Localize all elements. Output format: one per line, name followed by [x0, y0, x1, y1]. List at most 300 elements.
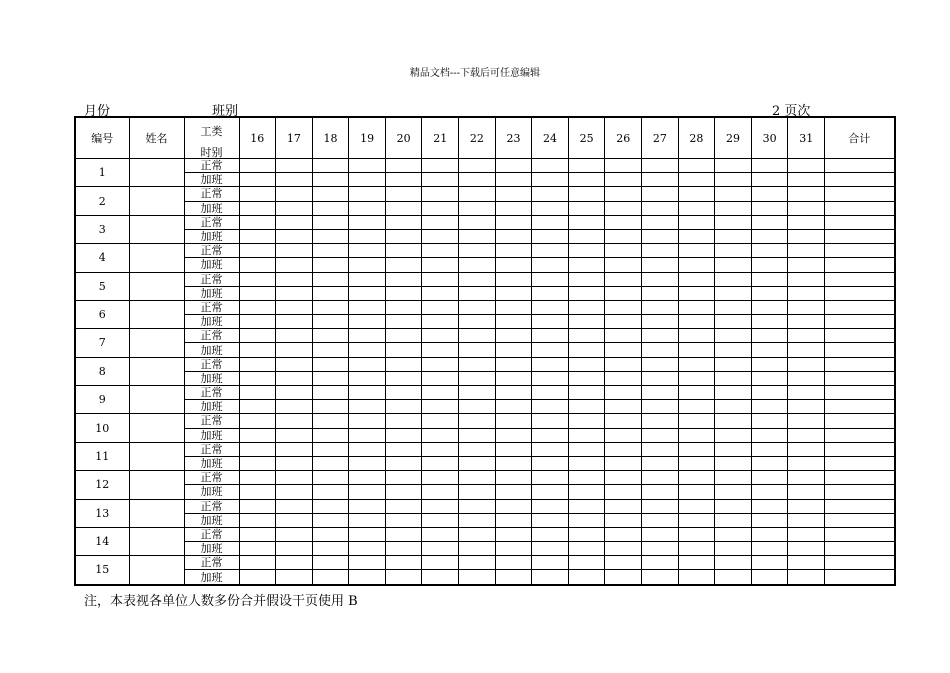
row-name-cell[interactable]	[129, 442, 184, 470]
day-cell[interactable]	[751, 428, 788, 442]
day-cell[interactable]	[385, 485, 422, 499]
day-cell[interactable]	[568, 513, 605, 527]
day-cell[interactable]	[239, 442, 276, 456]
day-cell[interactable]	[568, 315, 605, 329]
day-cell[interactable]	[239, 159, 276, 173]
day-cell[interactable]	[532, 386, 569, 400]
total-cell[interactable]	[825, 300, 895, 314]
day-cell[interactable]	[678, 187, 715, 201]
day-cell[interactable]	[568, 414, 605, 428]
day-cell[interactable]	[239, 499, 276, 513]
day-cell[interactable]	[422, 343, 459, 357]
day-cell[interactable]	[349, 428, 386, 442]
day-cell[interactable]	[678, 386, 715, 400]
row-name-cell[interactable]	[129, 414, 184, 442]
day-cell[interactable]	[642, 315, 679, 329]
day-cell[interactable]	[276, 371, 313, 385]
day-cell[interactable]	[349, 556, 386, 570]
day-cell[interactable]	[422, 542, 459, 556]
day-cell[interactable]	[605, 258, 642, 272]
total-cell[interactable]	[825, 400, 895, 414]
day-cell[interactable]	[459, 201, 496, 215]
day-cell[interactable]	[495, 471, 532, 485]
day-cell[interactable]	[312, 527, 349, 541]
day-cell[interactable]	[276, 414, 313, 428]
day-cell[interactable]	[568, 215, 605, 229]
day-cell[interactable]	[642, 258, 679, 272]
day-cell[interactable]	[385, 556, 422, 570]
day-cell[interactable]	[349, 371, 386, 385]
total-cell[interactable]	[825, 315, 895, 329]
day-cell[interactable]	[459, 414, 496, 428]
day-cell[interactable]	[678, 400, 715, 414]
day-cell[interactable]	[678, 159, 715, 173]
day-cell[interactable]	[239, 329, 276, 343]
day-cell[interactable]	[385, 357, 422, 371]
day-cell[interactable]	[459, 485, 496, 499]
day-cell[interactable]	[495, 357, 532, 371]
day-cell[interactable]	[532, 187, 569, 201]
day-cell[interactable]	[751, 556, 788, 570]
day-cell[interactable]	[605, 513, 642, 527]
day-cell[interactable]	[532, 428, 569, 442]
day-cell[interactable]	[349, 542, 386, 556]
day-cell[interactable]	[495, 329, 532, 343]
row-name-cell[interactable]	[129, 159, 184, 187]
day-cell[interactable]	[751, 471, 788, 485]
day-cell[interactable]	[678, 542, 715, 556]
day-cell[interactable]	[605, 173, 642, 187]
day-cell[interactable]	[605, 371, 642, 385]
day-cell[interactable]	[788, 201, 825, 215]
day-cell[interactable]	[568, 499, 605, 513]
day-cell[interactable]	[605, 159, 642, 173]
day-cell[interactable]	[422, 272, 459, 286]
day-cell[interactable]	[459, 187, 496, 201]
day-cell[interactable]	[349, 215, 386, 229]
day-cell[interactable]	[715, 471, 752, 485]
day-cell[interactable]	[788, 556, 825, 570]
day-cell[interactable]	[422, 159, 459, 173]
day-cell[interactable]	[788, 215, 825, 229]
day-cell[interactable]	[751, 329, 788, 343]
day-cell[interactable]	[312, 386, 349, 400]
day-cell[interactable]	[751, 499, 788, 513]
day-cell[interactable]	[605, 286, 642, 300]
day-cell[interactable]	[495, 527, 532, 541]
day-cell[interactable]	[312, 201, 349, 215]
total-cell[interactable]	[825, 187, 895, 201]
day-cell[interactable]	[678, 229, 715, 243]
day-cell[interactable]	[532, 300, 569, 314]
total-cell[interactable]	[825, 229, 895, 243]
day-cell[interactable]	[532, 258, 569, 272]
day-cell[interactable]	[642, 201, 679, 215]
day-cell[interactable]	[605, 272, 642, 286]
day-cell[interactable]	[751, 159, 788, 173]
day-cell[interactable]	[349, 201, 386, 215]
day-cell[interactable]	[642, 343, 679, 357]
day-cell[interactable]	[788, 456, 825, 470]
day-cell[interactable]	[385, 258, 422, 272]
day-cell[interactable]	[642, 272, 679, 286]
day-cell[interactable]	[385, 570, 422, 585]
day-cell[interactable]	[605, 414, 642, 428]
row-name-cell[interactable]	[129, 357, 184, 385]
day-cell[interactable]	[422, 428, 459, 442]
day-cell[interactable]	[312, 400, 349, 414]
row-name-cell[interactable]	[129, 499, 184, 527]
day-cell[interactable]	[605, 187, 642, 201]
day-cell[interactable]	[239, 371, 276, 385]
day-cell[interactable]	[751, 244, 788, 258]
day-cell[interactable]	[459, 286, 496, 300]
day-cell[interactable]	[642, 499, 679, 513]
day-cell[interactable]	[276, 258, 313, 272]
day-cell[interactable]	[715, 456, 752, 470]
day-cell[interactable]	[605, 315, 642, 329]
day-cell[interactable]	[642, 570, 679, 585]
day-cell[interactable]	[605, 527, 642, 541]
day-cell[interactable]	[312, 414, 349, 428]
day-cell[interactable]	[385, 244, 422, 258]
day-cell[interactable]	[495, 400, 532, 414]
day-cell[interactable]	[678, 300, 715, 314]
day-cell[interactable]	[788, 471, 825, 485]
day-cell[interactable]	[532, 286, 569, 300]
day-cell[interactable]	[385, 201, 422, 215]
day-cell[interactable]	[642, 244, 679, 258]
day-cell[interactable]	[495, 315, 532, 329]
row-name-cell[interactable]	[129, 471, 184, 499]
day-cell[interactable]	[276, 513, 313, 527]
day-cell[interactable]	[239, 272, 276, 286]
day-cell[interactable]	[532, 371, 569, 385]
day-cell[interactable]	[495, 159, 532, 173]
day-cell[interactable]	[678, 315, 715, 329]
day-cell[interactable]	[532, 499, 569, 513]
day-cell[interactable]	[239, 187, 276, 201]
day-cell[interactable]	[715, 187, 752, 201]
day-cell[interactable]	[568, 159, 605, 173]
day-cell[interactable]	[751, 300, 788, 314]
day-cell[interactable]	[568, 570, 605, 585]
day-cell[interactable]	[349, 244, 386, 258]
total-cell[interactable]	[825, 159, 895, 173]
day-cell[interactable]	[276, 315, 313, 329]
day-cell[interactable]	[568, 187, 605, 201]
day-cell[interactable]	[605, 428, 642, 442]
day-cell[interactable]	[239, 201, 276, 215]
day-cell[interactable]	[751, 173, 788, 187]
day-cell[interactable]	[568, 258, 605, 272]
day-cell[interactable]	[715, 485, 752, 499]
day-cell[interactable]	[788, 357, 825, 371]
day-cell[interactable]	[751, 272, 788, 286]
day-cell[interactable]	[422, 556, 459, 570]
day-cell[interactable]	[568, 371, 605, 385]
day-cell[interactable]	[495, 229, 532, 243]
day-cell[interactable]	[385, 542, 422, 556]
day-cell[interactable]	[532, 159, 569, 173]
total-cell[interactable]	[825, 386, 895, 400]
day-cell[interactable]	[495, 371, 532, 385]
day-cell[interactable]	[751, 215, 788, 229]
day-cell[interactable]	[459, 400, 496, 414]
day-cell[interactable]	[605, 343, 642, 357]
total-cell[interactable]	[825, 556, 895, 570]
day-cell[interactable]	[349, 527, 386, 541]
day-cell[interactable]	[239, 527, 276, 541]
day-cell[interactable]	[532, 357, 569, 371]
day-cell[interactable]	[495, 286, 532, 300]
day-cell[interactable]	[459, 258, 496, 272]
day-cell[interactable]	[568, 400, 605, 414]
day-cell[interactable]	[715, 258, 752, 272]
day-cell[interactable]	[276, 400, 313, 414]
day-cell[interactable]	[422, 442, 459, 456]
day-cell[interactable]	[715, 272, 752, 286]
day-cell[interactable]	[276, 527, 313, 541]
day-cell[interactable]	[422, 513, 459, 527]
day-cell[interactable]	[642, 300, 679, 314]
day-cell[interactable]	[422, 371, 459, 385]
day-cell[interactable]	[312, 456, 349, 470]
day-cell[interactable]	[568, 542, 605, 556]
day-cell[interactable]	[312, 556, 349, 570]
day-cell[interactable]	[642, 442, 679, 456]
day-cell[interactable]	[495, 343, 532, 357]
day-cell[interactable]	[239, 343, 276, 357]
day-cell[interactable]	[276, 556, 313, 570]
day-cell[interactable]	[568, 471, 605, 485]
day-cell[interactable]	[422, 570, 459, 585]
day-cell[interactable]	[459, 442, 496, 456]
day-cell[interactable]	[715, 315, 752, 329]
day-cell[interactable]	[715, 286, 752, 300]
day-cell[interactable]	[788, 414, 825, 428]
day-cell[interactable]	[751, 229, 788, 243]
day-cell[interactable]	[422, 499, 459, 513]
day-cell[interactable]	[788, 499, 825, 513]
day-cell[interactable]	[239, 229, 276, 243]
day-cell[interactable]	[422, 187, 459, 201]
day-cell[interactable]	[605, 357, 642, 371]
day-cell[interactable]	[642, 485, 679, 499]
day-cell[interactable]	[459, 499, 496, 513]
day-cell[interactable]	[715, 300, 752, 314]
day-cell[interactable]	[568, 329, 605, 343]
day-cell[interactable]	[605, 556, 642, 570]
total-cell[interactable]	[825, 357, 895, 371]
day-cell[interactable]	[312, 159, 349, 173]
day-cell[interactable]	[678, 513, 715, 527]
day-cell[interactable]	[239, 542, 276, 556]
day-cell[interactable]	[349, 456, 386, 470]
row-name-cell[interactable]	[129, 556, 184, 585]
day-cell[interactable]	[715, 556, 752, 570]
day-cell[interactable]	[239, 456, 276, 470]
day-cell[interactable]	[276, 244, 313, 258]
day-cell[interactable]	[495, 272, 532, 286]
day-cell[interactable]	[788, 187, 825, 201]
day-cell[interactable]	[532, 215, 569, 229]
day-cell[interactable]	[312, 570, 349, 585]
day-cell[interactable]	[276, 173, 313, 187]
day-cell[interactable]	[239, 428, 276, 442]
day-cell[interactable]	[495, 187, 532, 201]
day-cell[interactable]	[422, 258, 459, 272]
day-cell[interactable]	[239, 215, 276, 229]
day-cell[interactable]	[642, 471, 679, 485]
day-cell[interactable]	[678, 272, 715, 286]
day-cell[interactable]	[349, 300, 386, 314]
day-cell[interactable]	[788, 400, 825, 414]
day-cell[interactable]	[751, 343, 788, 357]
day-cell[interactable]	[385, 386, 422, 400]
day-cell[interactable]	[385, 300, 422, 314]
day-cell[interactable]	[459, 527, 496, 541]
day-cell[interactable]	[605, 300, 642, 314]
day-cell[interactable]	[751, 201, 788, 215]
total-cell[interactable]	[825, 513, 895, 527]
day-cell[interactable]	[605, 471, 642, 485]
day-cell[interactable]	[605, 570, 642, 585]
day-cell[interactable]	[385, 442, 422, 456]
day-cell[interactable]	[642, 286, 679, 300]
day-cell[interactable]	[642, 173, 679, 187]
day-cell[interactable]	[568, 272, 605, 286]
day-cell[interactable]	[422, 527, 459, 541]
day-cell[interactable]	[349, 485, 386, 499]
day-cell[interactable]	[385, 159, 422, 173]
day-cell[interactable]	[678, 371, 715, 385]
day-cell[interactable]	[715, 357, 752, 371]
day-cell[interactable]	[532, 570, 569, 585]
day-cell[interactable]	[385, 215, 422, 229]
day-cell[interactable]	[532, 414, 569, 428]
day-cell[interactable]	[495, 201, 532, 215]
day-cell[interactable]	[349, 471, 386, 485]
day-cell[interactable]	[459, 556, 496, 570]
day-cell[interactable]	[349, 329, 386, 343]
day-cell[interactable]	[642, 513, 679, 527]
day-cell[interactable]	[276, 471, 313, 485]
day-cell[interactable]	[276, 272, 313, 286]
day-cell[interactable]	[605, 244, 642, 258]
day-cell[interactable]	[751, 258, 788, 272]
day-cell[interactable]	[312, 329, 349, 343]
day-cell[interactable]	[532, 201, 569, 215]
day-cell[interactable]	[642, 542, 679, 556]
day-cell[interactable]	[532, 173, 569, 187]
day-cell[interactable]	[495, 570, 532, 585]
day-cell[interactable]	[276, 570, 313, 585]
day-cell[interactable]	[642, 229, 679, 243]
day-cell[interactable]	[678, 471, 715, 485]
day-cell[interactable]	[459, 173, 496, 187]
day-cell[interactable]	[349, 343, 386, 357]
day-cell[interactable]	[715, 371, 752, 385]
day-cell[interactable]	[459, 244, 496, 258]
day-cell[interactable]	[751, 286, 788, 300]
day-cell[interactable]	[349, 187, 386, 201]
row-name-cell[interactable]	[129, 329, 184, 357]
day-cell[interactable]	[459, 386, 496, 400]
day-cell[interactable]	[605, 485, 642, 499]
day-cell[interactable]	[276, 343, 313, 357]
day-cell[interactable]	[349, 442, 386, 456]
day-cell[interactable]	[385, 400, 422, 414]
day-cell[interactable]	[349, 272, 386, 286]
day-cell[interactable]	[276, 428, 313, 442]
day-cell[interactable]	[459, 343, 496, 357]
day-cell[interactable]	[678, 414, 715, 428]
day-cell[interactable]	[788, 244, 825, 258]
day-cell[interactable]	[715, 513, 752, 527]
day-cell[interactable]	[495, 244, 532, 258]
day-cell[interactable]	[422, 315, 459, 329]
day-cell[interactable]	[532, 329, 569, 343]
day-cell[interactable]	[788, 159, 825, 173]
total-cell[interactable]	[825, 499, 895, 513]
day-cell[interactable]	[312, 272, 349, 286]
day-cell[interactable]	[239, 485, 276, 499]
day-cell[interactable]	[788, 286, 825, 300]
day-cell[interactable]	[642, 329, 679, 343]
day-cell[interactable]	[605, 329, 642, 343]
day-cell[interactable]	[788, 329, 825, 343]
day-cell[interactable]	[276, 485, 313, 499]
day-cell[interactable]	[532, 343, 569, 357]
day-cell[interactable]	[495, 456, 532, 470]
day-cell[interactable]	[788, 428, 825, 442]
day-cell[interactable]	[239, 300, 276, 314]
day-cell[interactable]	[422, 329, 459, 343]
day-cell[interactable]	[385, 229, 422, 243]
day-cell[interactable]	[605, 400, 642, 414]
day-cell[interactable]	[459, 357, 496, 371]
day-cell[interactable]	[678, 499, 715, 513]
day-cell[interactable]	[312, 300, 349, 314]
day-cell[interactable]	[459, 300, 496, 314]
day-cell[interactable]	[459, 371, 496, 385]
day-cell[interactable]	[239, 258, 276, 272]
total-cell[interactable]	[825, 442, 895, 456]
day-cell[interactable]	[678, 215, 715, 229]
day-cell[interactable]	[422, 485, 459, 499]
day-cell[interactable]	[459, 542, 496, 556]
day-cell[interactable]	[715, 414, 752, 428]
day-cell[interactable]	[422, 357, 459, 371]
day-cell[interactable]	[239, 471, 276, 485]
day-cell[interactable]	[678, 201, 715, 215]
day-cell[interactable]	[678, 527, 715, 541]
day-cell[interactable]	[642, 371, 679, 385]
day-cell[interactable]	[276, 499, 313, 513]
day-cell[interactable]	[385, 329, 422, 343]
day-cell[interactable]	[276, 159, 313, 173]
day-cell[interactable]	[715, 428, 752, 442]
day-cell[interactable]	[788, 300, 825, 314]
day-cell[interactable]	[715, 527, 752, 541]
day-cell[interactable]	[715, 570, 752, 585]
total-cell[interactable]	[825, 272, 895, 286]
day-cell[interactable]	[751, 542, 788, 556]
day-cell[interactable]	[422, 286, 459, 300]
day-cell[interactable]	[349, 173, 386, 187]
day-cell[interactable]	[678, 173, 715, 187]
